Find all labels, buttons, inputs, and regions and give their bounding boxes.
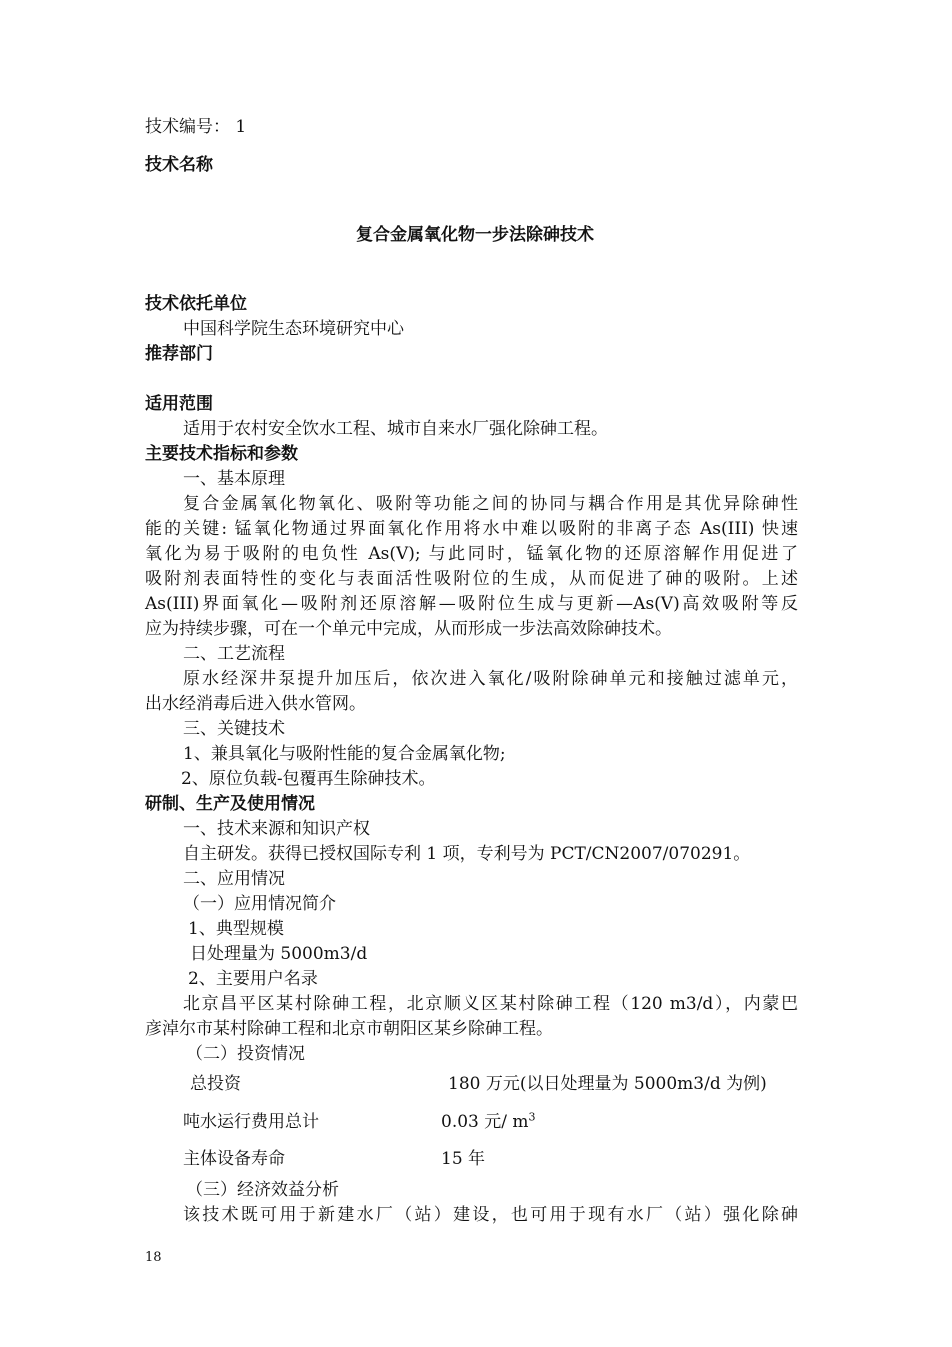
users-line: 北京昌平区某村除砷工程，北京顺义区某村除砷工程（120 m3/d），内蒙巴 — [183, 994, 798, 1014]
invest-total-value: 180 万元(以日处理量为 5000m3/d 为例) — [448, 1074, 767, 1094]
heading-dept: 推荐部门 — [145, 344, 213, 364]
key-tech-item: 1、兼具氧化与吸附性能的复合金属氧化物; — [183, 744, 506, 764]
economic-analysis-title: （三）经济效益分析 — [186, 1180, 339, 1200]
key-tech-item: 2、原位负载-包覆再生除砷技术。 — [181, 769, 436, 789]
users-title: 2、主要用户名录 — [188, 969, 318, 989]
heading-scope: 适用范围 — [145, 394, 213, 414]
tech-number — [145, 115, 805, 140]
principle-line: 应为持续步骤，可在一个单元中完成，从而形成一步法高效除砷技术。 — [145, 619, 672, 639]
rd-application-title: 二、应用情况 — [183, 869, 285, 889]
principle-line: 氧化为易于吸附的电负性 As(V); 与此同时，锰氧化物的还原溶解作用促进了 — [145, 544, 798, 564]
scope-text: 适用于农村安全饮水工程、城市自来水厂强化除砷工程。 — [183, 419, 608, 439]
unit-text: 中国科学院生态环境研究中心 — [183, 319, 404, 339]
heading-rd: 研制、生产及使用情况 — [145, 794, 315, 814]
rd-source-title: 一、技术来源和知识产权 — [183, 819, 370, 839]
section-process-title: 二、工艺流程 — [183, 644, 285, 664]
invest-life-label: 主体设备寿命 — [183, 1149, 285, 1169]
invest-cost-sup: 3 — [528, 1110, 536, 1124]
typical-scale-value: 日处理量为 5000m3/d — [190, 944, 368, 964]
principle-line: 复合金属氧化物氧化、吸附等功能之间的协同与耦合作用是其优异除砷性 — [183, 494, 798, 514]
principle-line: 能的关键: 锰氧化物通过界面氧化作用将水中难以吸附的非离子态 As(III) 快速 — [145, 519, 798, 539]
process-line: 出水经消毒后进入供水管网。 — [145, 694, 366, 714]
page-number: 18 — [145, 1250, 162, 1265]
heading-unit: 技术依托单位 — [145, 294, 247, 314]
users-line: 彦淖尔市某村除砷工程和北京市朝阳区某乡除砷工程。 — [145, 1019, 553, 1039]
invest-cost-label: 吨水运行费用总计 — [183, 1112, 319, 1132]
invest-life-value: 15 年 — [441, 1149, 486, 1169]
tech-number-value: 1 — [235, 117, 247, 137]
application-intro-title: （一）应用情况简介 — [183, 894, 336, 914]
document-title: 复合金属氧化物一步法除砷技术 — [356, 225, 594, 245]
typical-scale-title: 1、典型规模 — [188, 919, 284, 939]
process-line: 原水经深井泵提升加压后，依次进入氧化/吸附除砷单元和接触过滤单元， — [183, 669, 798, 689]
heading-tech-name: 技术名称 — [145, 155, 213, 175]
heading-params: 主要技术指标和参数 — [145, 444, 298, 464]
section-key-tech-title: 三、关键技术 — [183, 719, 285, 739]
tech-number-label: 技术编号： — [145, 117, 230, 137]
principle-line: 吸附剂表面特性的变化与表面活性吸附位的生成，从而促进了砷的吸附。上述 — [145, 569, 798, 589]
invest-total-label: 总投资 — [190, 1074, 241, 1094]
invest-cost-number: 0.03 元/ m — [441, 1112, 529, 1132]
principle-line: As(III)界面氧化—吸附剂还原溶解—吸附位生成与更新—As(V)高效吸附等反 — [145, 594, 798, 614]
invest-cost-value — [441, 1110, 741, 1135]
investment-title: （二）投资情况 — [186, 1044, 305, 1064]
rd-source-text: 自主研发。获得已授权国际专利 1 项，专利号为 PCT/CN2007/070291。 — [183, 844, 751, 864]
section-basic-principle-title: 一、基本原理 — [183, 469, 285, 489]
economic-analysis-line: 该技术既可用于新建水厂（站）建设，也可用于现有水厂（站）强化除砷 — [183, 1205, 798, 1225]
